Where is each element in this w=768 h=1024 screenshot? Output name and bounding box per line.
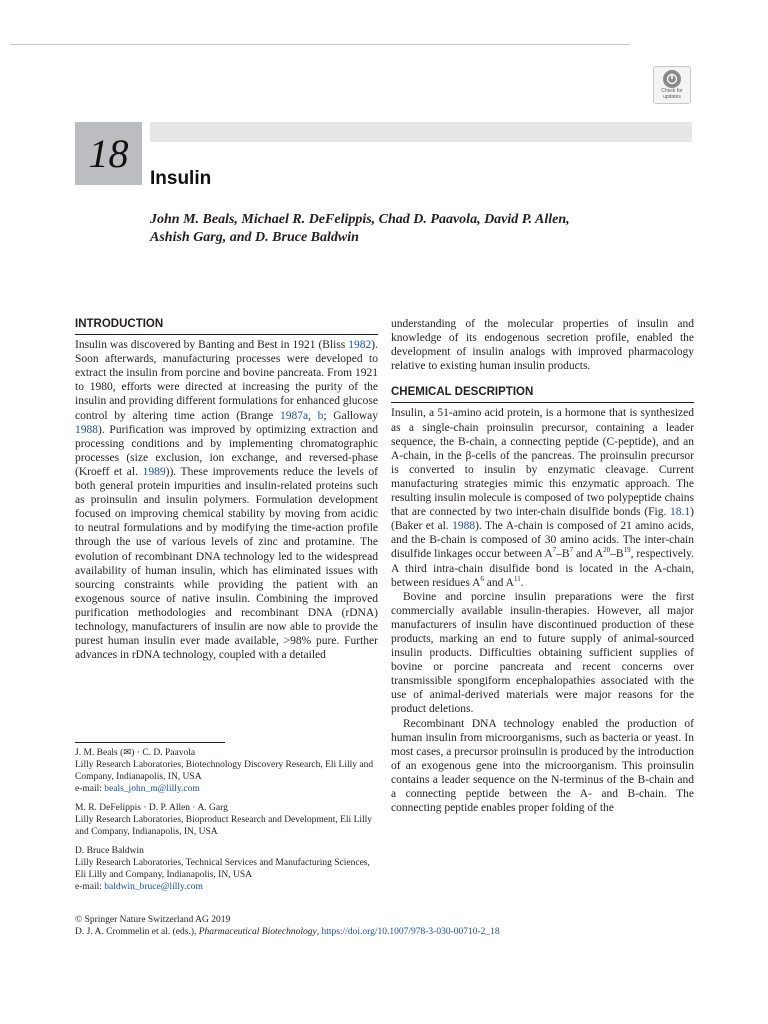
- citation-link[interactable]: 1989: [142, 465, 166, 478]
- badge-label-2: updates: [663, 94, 681, 100]
- title-bar: [150, 122, 692, 142]
- email-link[interactable]: baldwin_bruce@lilly.com: [104, 882, 203, 892]
- chemical-description-paragraph-3: Recombinant DNA technology enabled the production of human insulin from microorganisms, such as bacteria or yeast. In most cases, a precursor proinsulin is produced by the introduction of an exogenous gene into the microorganism. This proinsulin contains a leader sequence on the N-terminus of the B-chain and a connecting peptide between the A- and B-chain. The connecting peptide enables proper folding of the: [391, 717, 694, 815]
- section-heading-chemical-description: CHEMICAL DESCRIPTION: [391, 385, 694, 403]
- chapter-number-box: [75, 122, 142, 185]
- citation-link[interactable]: 1987a: [279, 409, 309, 422]
- citation-link[interactable]: 1988: [75, 423, 98, 436]
- introduction-paragraph: Insulin was discovered by Banting and Best in 1921 (Bliss 1982). Soon afterwards, manufacturing processes were developed to extract the insulin from porcine and bovine pancreata. From 1921 to 1980, efforts were directed at increasing the purity of the insulin and providing different formulations for enhanced glucose control by altering time action (Brange 1987a, b; Galloway 1988). Purification was improved by optimizing extraction and processing conditions and by implementing chromatographic processes (size exclusion, ion exchange, and reversed-phase (Kroeff et al. 1989)). These improvements reduce the levels of both general protein impurities and insulin-related proteins such as proinsulin and insulin polymers. Formulation development focused on improving chemical stability by moving from acidic to neutral formulations and by modifying the time-action profile through the use of various levels of zinc and protamine. The evolution of recombinant DNA technology led to the widespread availability of human insulin, which has eliminated issues with sourcing constraints while providing the patient with an exogenous source of native insulin. Combining the improved purification methodologies and recombinant DNA (rDNA) technology, manufacturers of insulin are now able to provide the purest human insulin ever made available, >98% pure. Further advances in rDNA technology, coupled with a detailed: [75, 339, 379, 662]
- authors: [150, 211, 695, 247]
- affiliation-email-line: e-mail: beals_john_m@lilly.com: [75, 784, 200, 794]
- chemical-description-paragraph-2: Bovine and porcine insulin preparations were the first commercially available insulin-therapies. However, all major manufacturers of insulin have discontinued production of these products, marking an end to future supply of animal-sourced insulin products. Difficulties obtaining sufficient supplies of bovine or porcine pancreata and recent concerns over transmissible spongiform encephalopathies associated with the use of animal-derived materials were major reasons for the product deletions.: [391, 590, 694, 716]
- affiliation-names: M. R. DeFelippis · D. P. Allen · A. Garg: [75, 803, 228, 813]
- chemical-description-paragraph-1: Insulin, a 51-amino acid protein, is a hormone that is synthesized as a single-chain proinsulin precursor, containing a leader sequence, the B-chain, a connecting peptide (C-peptide), and an A-chain, in the β-cells of the pancreas. The proinsulin precursor is converted to insulin by enzymatic cleavage. Current manufacturing strategies mimic this enzymatic approach. The resulting insulin molecule is composed of two polypeptide chains that are connected by two inter-chain disulfide bonds (Fig. 18.1) (Baker et al. 1988). The A-chain is composed of 21 amino acids, and the B-chain is composed of 30 amino acids. The inter-chain disulfide linkages occur between $A^7-B^7$ and $A^{20}-B^{19}$, respectively. A third intra-chain disulfide bond is located in the A-chain, between residues $A^6$ and $A^{11}$.: [391, 407, 695, 589]
- email-link[interactable]: beals_john_m@lilly.com: [104, 784, 200, 794]
- affiliation-3: [75, 845, 375, 893]
- citation-link[interactable]: 1982: [348, 339, 372, 352]
- affiliation-2: [75, 802, 375, 838]
- author-affiliations: [75, 742, 375, 900]
- copyright: © Springer Nature Switzerland AG 2019: [75, 915, 231, 925]
- book-title: Pharmaceutical Biotechnology: [198, 927, 317, 937]
- top-rule: [10, 44, 630, 45]
- affiliation-1: [75, 747, 375, 795]
- figure-link[interactable]: 18.1: [670, 506, 691, 519]
- badge-label-1: Check for: [661, 88, 683, 94]
- affiliation-org: Lilly Research Laboratories, Bioproduct Research and Development, Eli Lilly and Company, Indianapolis, IN, USA: [75, 815, 373, 837]
- affiliation-names: J. M. Beals (✉) · C. D. Paavola: [75, 748, 196, 758]
- left-column: [75, 317, 378, 662]
- affiliation-org: Lilly Research Laboratories, Technical Services and Manufacturing Sciences, Eli Lilly and Company, Indianapolis, IN, USA: [75, 858, 370, 880]
- check-updates-icon: [663, 70, 681, 88]
- affiliation-names: D. Bruce Baldwin: [75, 846, 144, 856]
- introduction-continuation: understanding of the molecular properties of insulin and knowledge of its endogenous secretion profile, enabled the development of insulin analogs with improved pharmacology relative to existing human insulin products.: [391, 318, 694, 373]
- check-for-updates-badge[interactable]: [653, 66, 691, 104]
- right-column: [391, 317, 694, 815]
- authors-line-1: John M. Beals, Michael R. DeFelippis, Chad D. Paavola, David P. Allen,: [150, 212, 570, 227]
- citation-line: D. J. A. Crommelin et al. (eds.), Pharmaceutical Biotechnology, https://doi.org/10.1007/978-3-030-00710-2_18: [75, 927, 500, 937]
- chapter-number: 18: [88, 131, 129, 176]
- chapter-title: Insulin: [150, 168, 212, 189]
- section-heading-introduction: INTRODUCTION: [75, 317, 378, 335]
- doi-link[interactable]: https://doi.org/10.1007/978-3-030-00710-2_18: [321, 927, 500, 937]
- citation-link[interactable]: 1988: [452, 520, 476, 533]
- affiliation-org: Lilly Research Laboratories, Biotechnology Discovery Research, Eli Lilly and Company, Indianapolis, IN, USA: [75, 760, 374, 782]
- authors-line-2: Ashish Garg, and D. Bruce Baldwin: [150, 230, 359, 245]
- affiliation-rule: [75, 742, 225, 743]
- citation-link[interactable]: b: [317, 409, 324, 422]
- page-footer: [75, 914, 695, 938]
- affiliation-email-line: e-mail: baldwin_bruce@lilly.com: [75, 882, 203, 892]
